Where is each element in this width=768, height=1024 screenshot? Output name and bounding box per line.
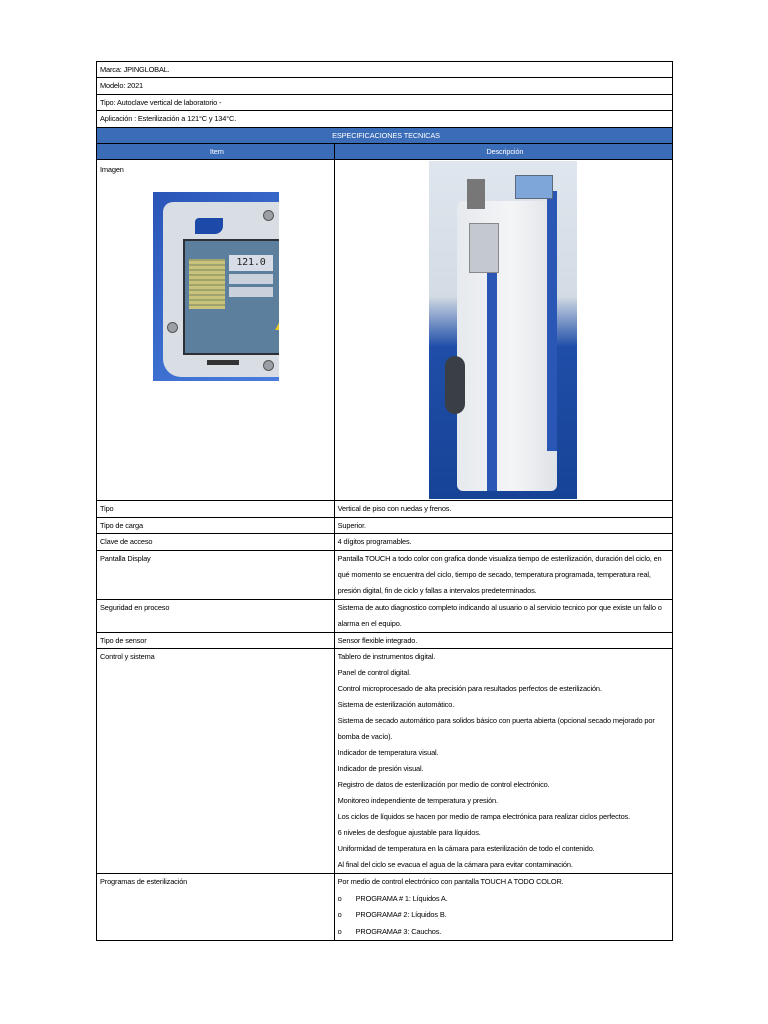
spec-item: Tipo	[97, 501, 335, 517]
list-item: Control microprocesado de alta precisión para resultados perfectos de esterilización.	[337, 684, 602, 694]
type-row: Tipo: Autoclave vertical de laboratorio -	[97, 94, 673, 110]
control-panel-photo	[153, 192, 279, 381]
screw-icon	[263, 360, 274, 371]
screen-chart	[189, 259, 225, 309]
column-header-description: Descripción	[334, 144, 672, 160]
spec-item: Programas de esterilización	[97, 874, 335, 941]
list-item: 6 niveles de desfogue ajustable para líquidos.	[337, 828, 481, 838]
programs-intro: Por medio de control electrónico con pantalla TOUCH A TODO COLOR.	[337, 877, 564, 887]
spec-table	[96, 61, 673, 941]
bullet-icon: o	[337, 910, 342, 920]
list-item: Registro de datos de esterilización por medio de control electrónico.	[337, 780, 550, 790]
list-item: Monitoreo independiente de temperatura y presión.	[337, 796, 498, 806]
list-item: Panel de control digital.	[337, 668, 411, 678]
list-item: Los ciclos de líquidos se hacen por medio de rampa electrónica para realizar ciclos perfectos.	[337, 812, 631, 822]
list-item: Uniformidad de temperatura en la cámara para esterilización de todo el contenido.	[337, 844, 595, 854]
list-item: Indicador de temperatura visual.	[337, 748, 439, 758]
spec-desc: Superior.	[334, 517, 672, 533]
spec-item: Tipo de carga	[97, 517, 335, 533]
list-item: Al final del ciclo se evacua el agua de la cámara para evitar contaminación.	[337, 860, 573, 870]
display-panel	[515, 175, 553, 199]
spec-item: Pantalla Display	[97, 550, 335, 599]
bullet-icon: o	[337, 926, 342, 936]
list-item: o PROGRAMA# 2: Líquidos B.	[338, 907, 672, 924]
spec-item: Clave de acceso	[97, 534, 335, 550]
touch-screen	[183, 239, 279, 355]
image-label-cell	[97, 160, 335, 501]
autoclave-photo	[429, 161, 577, 499]
screw-icon	[263, 210, 274, 221]
bullet-icon: o	[337, 893, 342, 903]
image-label: Imagen	[100, 165, 124, 175]
spec-desc: 4 dígitos programables.	[334, 534, 672, 550]
list-item: Sistema de esterilización automático.	[337, 700, 455, 710]
application-row: Aplicación : Esterilización a 121°C y 134°C.	[97, 111, 673, 127]
spec-item: Seguridad en proceso	[97, 599, 335, 632]
spec-desc: Vertical de piso con ruedas y frenos.	[334, 501, 672, 517]
list-item: Sistema de secado automático para solidos básico con puerta abierta (opcional secado mejorado por bomba de vacío).	[337, 716, 655, 742]
spec-desc: Sensor flexible integrado.	[334, 632, 672, 648]
brand-logo	[195, 218, 223, 234]
spec-item: Control y sistema	[97, 649, 335, 874]
column-header-item: Item	[97, 144, 335, 160]
spec-desc: Sistema de auto diagnostico completo indicando al usuario o al servicio tecnico por que existe un fallo o alarma en el equipo.	[334, 599, 672, 632]
brand-row: Marca: JPINGLOBAL.	[97, 62, 673, 78]
list-item: Tablero de instrumentos digital.	[337, 652, 436, 662]
image-photo-cell	[334, 160, 672, 501]
vent-icon	[445, 356, 465, 414]
model-tag	[207, 360, 239, 365]
warning-icon	[275, 319, 279, 330]
list-item: Indicador de presión visual.	[337, 764, 424, 774]
spec-sheet	[96, 61, 673, 941]
list-item: o PROGRAMA# 3: Cauchos.	[338, 924, 672, 941]
lid-handle	[469, 223, 499, 273]
model-row: Modelo: 2021	[97, 78, 673, 94]
spec-desc: Pantalla TOUCH a todo color con grafica donde visualiza tiempo de esterilización, duración del ciclo, en qué momento se encuentra del ciclo, tiempo de secado, temperatura programada, temperatura real, presión digital, fin de ciclo y fallas a intervalos predeterminados.	[334, 550, 672, 599]
list-item: o PROGRAMA # 1: Líquidos A.	[338, 891, 672, 908]
control-list	[334, 649, 672, 874]
temperature-readout: 121.0	[229, 255, 273, 271]
section-title: ESPECIFICACIONES TECNICAS	[97, 127, 673, 143]
spec-item: Tipo de sensor	[97, 632, 335, 648]
programs-list	[334, 874, 672, 941]
screw-icon	[167, 322, 178, 333]
